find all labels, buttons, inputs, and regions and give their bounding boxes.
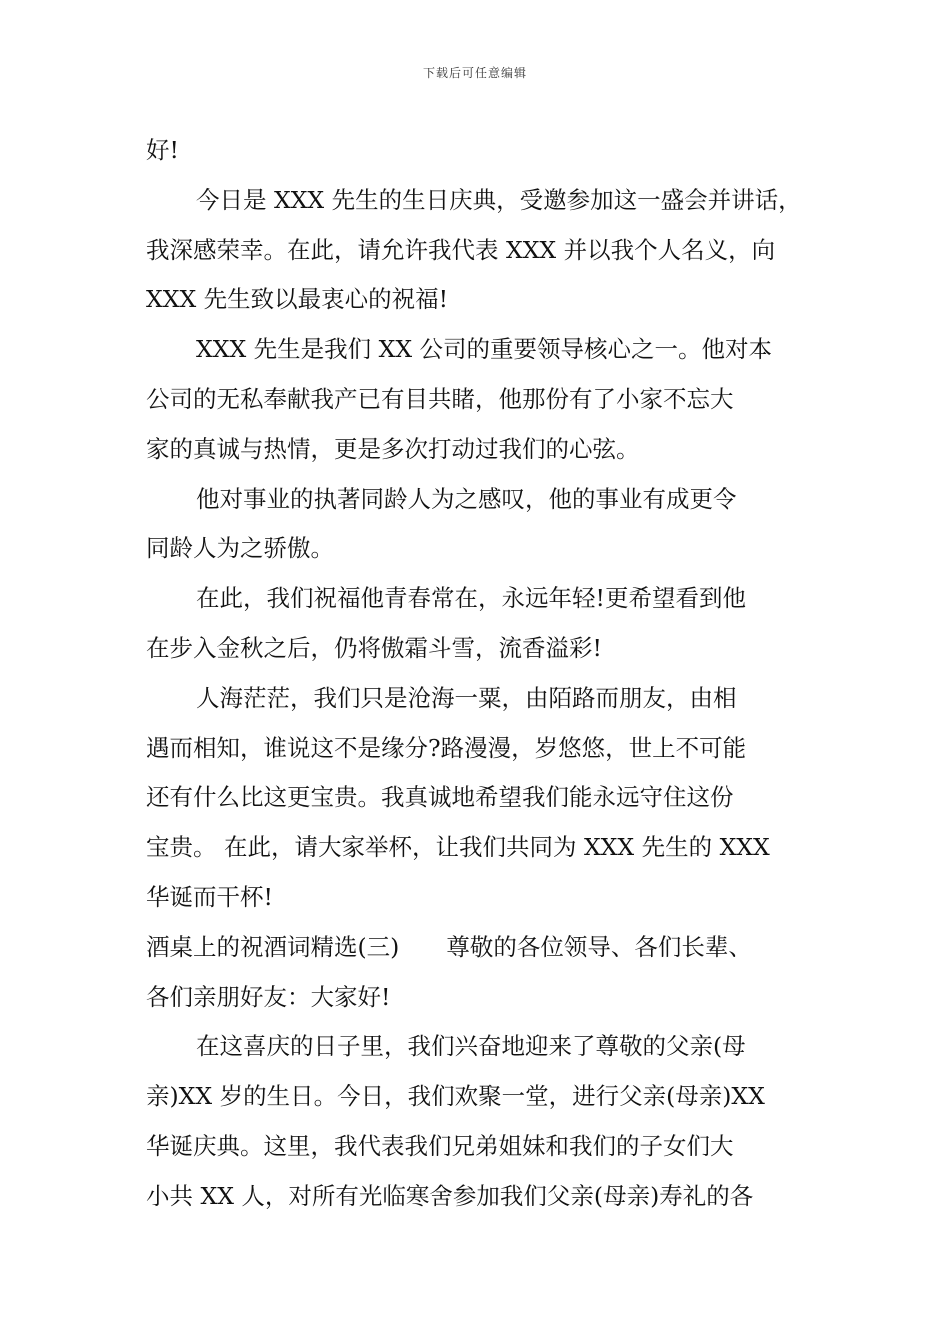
text-line: 华诞而干杯! — [146, 882, 273, 911]
text-line: XXX 先生致以最衷心的祝福! — [146, 285, 449, 314]
text-line: 我深感荣幸。在此，请允许我代表 XXX 并以我个人名义，向 — [146, 235, 776, 264]
page-header: 下载后可任意编辑 — [422, 66, 527, 80]
document-body — [146, 126, 816, 1222]
text-line: XXX 先生是我们 XX 公司的重要领导核心之一。他对本 — [196, 335, 773, 364]
text-line: 小共 XX 人，对所有光临寒舍参加我们父亲(母亲)寿礼的各 — [146, 1181, 754, 1210]
text-line: 酒桌上的祝酒词精选(三) 尊敬的各位领导、各们长辈、 — [146, 932, 752, 961]
text-line: 亲)XX 岁的生日。今日，我们欢聚一堂，进行父亲(母亲)XX — [146, 1082, 765, 1111]
text-line: 同龄人为之骄傲。 — [146, 534, 334, 563]
text-line: 家的真诚与热情，更是多次打动过我们的心弦。 — [146, 434, 640, 463]
text-line: 还有什么比这更宝贵。我真诚地希望我们能永远守住这份 — [146, 783, 734, 812]
text-line: 遇而相知，谁说这不是缘分?路漫漫，岁悠悠，世上不可能 — [146, 733, 747, 762]
text-line: 今日是 XXX 先生的生日庆典，受邀参加这一盛会并讲话， — [196, 185, 802, 214]
text-line: 在此，我们祝福他青春常在，永远年轻!更希望看到他 — [196, 584, 746, 613]
text-line: 他对事业的执著同龄人为之感叹，他的事业有成更令 — [196, 484, 737, 513]
text-line: 宝贵。 在此，请大家举杯，让我们共同为 XXX 先生的 XXX — [146, 833, 770, 862]
text-line: 华诞庆典。这里，我代表我们兄弟姐妹和我们的子女们大 — [146, 1131, 734, 1160]
text-line: 在步入金秋之后，仍将傲霜斗雪，流香溢彩! — [146, 633, 602, 662]
text-line: 在这喜庆的日子里，我们兴奋地迎来了尊敬的父亲(母 — [196, 1032, 746, 1061]
text-line: 好! — [146, 136, 179, 164]
text-line: 人海茫茫，我们只是沧海一粟，由陌路而朋友，由相 — [196, 683, 737, 712]
text-line: 公司的无私奉献我产已有目共睹，他那份有了小家不忘大 — [146, 384, 734, 413]
text-line: 各们亲朋好友：大家好! — [146, 982, 391, 1011]
